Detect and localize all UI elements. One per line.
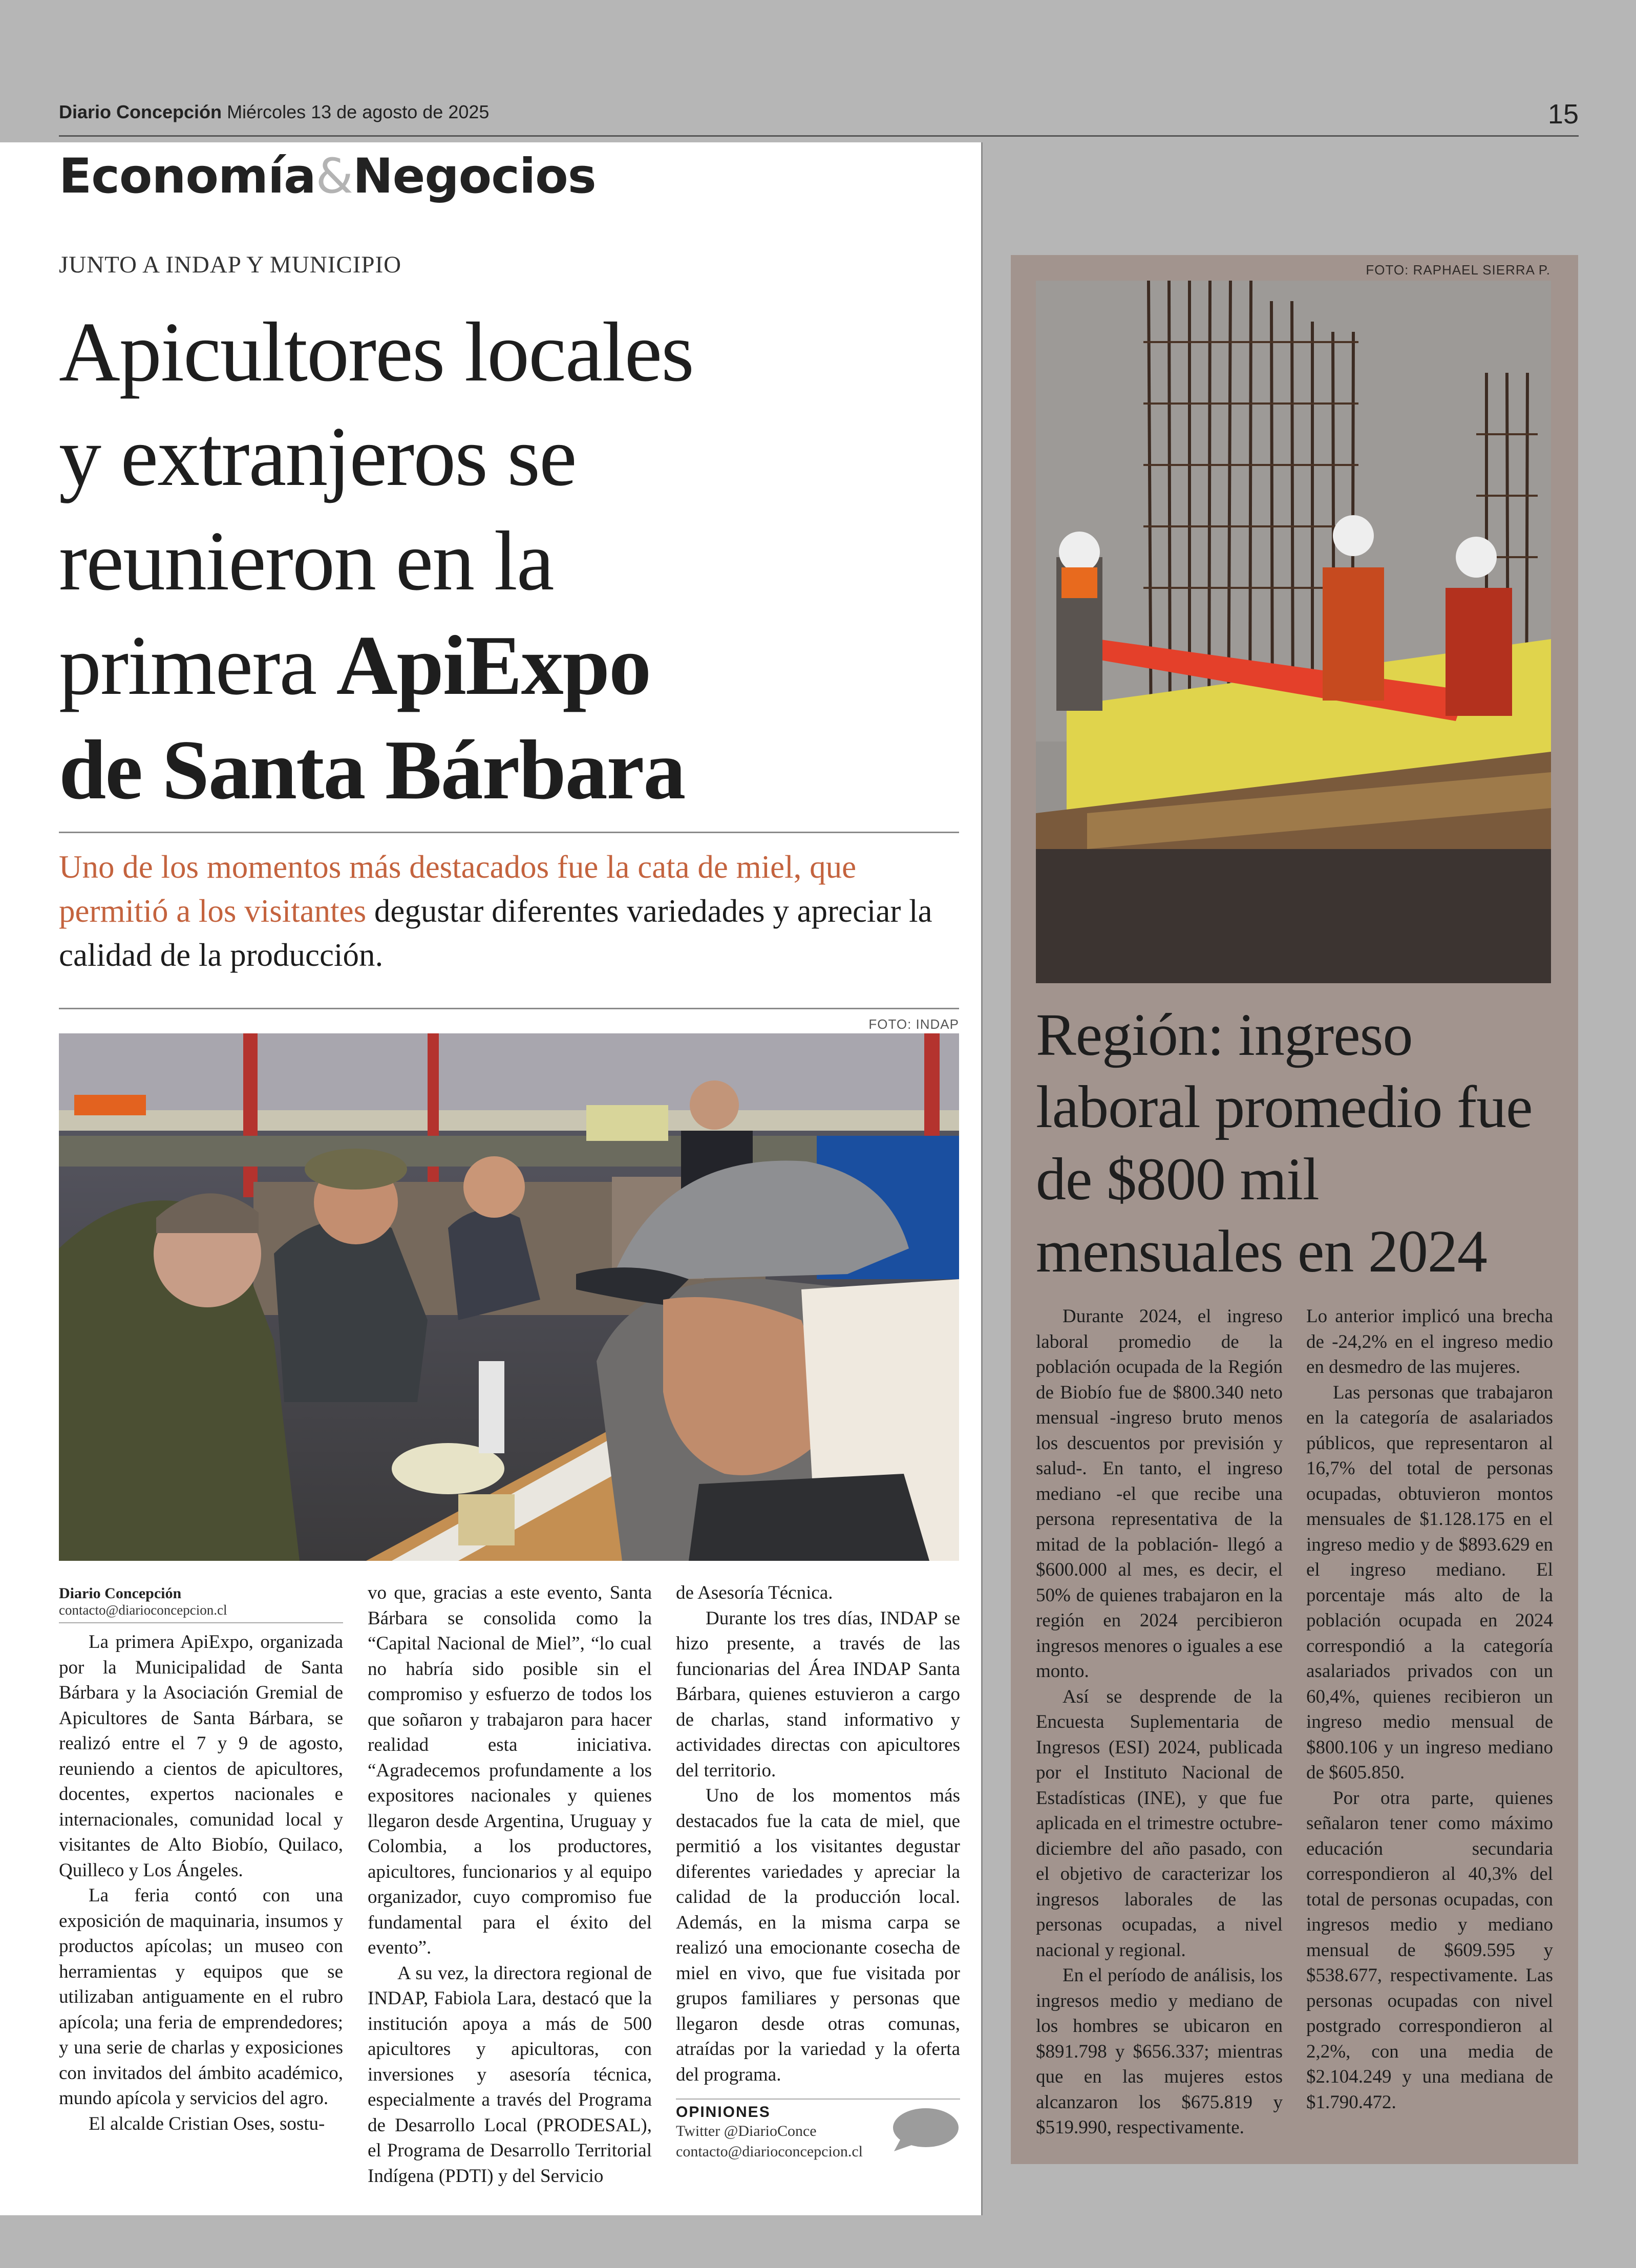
section-part1: Economía <box>59 149 316 204</box>
section-amp: & <box>315 149 353 204</box>
paragraph: La feria contó con una exposición de maquinaria, insumos y productos apícolas; un museo con herramientas y equipos que se utilizaban antiguamente en el rubro apícola; una feria de emprendedores; y una serie de charlas y exposiciones con invitados del ámbito académico, mundo apícola y servicios del agro. <box>59 1885 343 2109</box>
header-rule <box>59 135 1579 137</box>
paragraph: Por otra parte, quienes señalaron tener como máximo educación secundaria correspondieron al 40,3% del total de personas ocupadas, con ingresos medio y mediano mensual de $609.595 y $538.677, respectivamente. Las personas ocupadas con nivel postgrado correspondieron al 2,2%, con una media de $2.104.249 y una mediana de $1.790.472. <box>1306 1787 1553 2113</box>
paragraph: vo que, gracias a este evento, Santa Bárbara se consolida como la “Capital Nacional de Miel”, “lo cual no habría sido posible sin el compromiso y esfuerzo de todos los que soñaron y trabajaron para hacer realidad esta iniciativa. “Agradecemos profundamente a los expositores nacionales y quienes llegaron desde Argentina, Uruguay y Colombia, a los productores, apicultores, funcionarios y al equipo organizador, cuyo compromiso fue fundamental para el éxito del evento”. <box>368 1582 652 1958</box>
section-title <box>59 149 596 204</box>
deck-rule-bottom <box>59 1008 959 1009</box>
article-column-3 <box>676 1580 960 2087</box>
paragraph: La primera ApiExpo, organizada por la Municipalidad de Santa Bárbara y la Asociación Gremial de Apicultores de Santa Bárbara, se realizó entre el 7 y 9 de agosto, reuniendo a cientos de apicultores, docentes, expertos nacionales e internacionales, comunidad local y visitantes de Alto Biobío, Quilaco, Quilleco y Los Ángeles. <box>59 1631 343 1881</box>
column-divider <box>981 142 983 2215</box>
headline-line: y extranjeros se <box>59 409 576 503</box>
article-column-2 <box>368 1580 652 2189</box>
paper-name: Diario Concepción <box>59 101 222 122</box>
deck-text: degustar diferentes variedades y apreciar la calidad de la producción. <box>59 893 932 973</box>
byline-name: Diario Concepción <box>59 1585 182 1602</box>
article-kicker: JUNTO A INDAP Y MUNICIPIO <box>59 251 402 278</box>
paragraph: Las personas que trabajaron en la categoría de asalariados públicos, que representaron al 16,7% del total de personas ocupadas, obtuvieron montos mensuales de $1.128.175 en el ingreso medio y de $893.629 en el ingreso mediano. El porcentaje más alto de la población ocupada en 2024 correspondió a la categoría asalariados privados con un 60,4%, quienes recibieron un ingreso medio mensual de $800.106 y un ingreso mediano de $605.850. <box>1306 1382 1553 1783</box>
article-deck <box>59 845 970 977</box>
byline-rule <box>59 1622 343 1623</box>
photo-credit: FOTO: INDAP <box>868 1016 959 1032</box>
headline-plain: primera <box>59 618 336 712</box>
paragraph: Durante los tres días, INDAP se hizo presente, a través de las funcionarias del Área INDAP Santa Bárbara, quienes estuvieron a cargo de charlas, stand informativo y actividades directas con apicultores del territorio. <box>676 1607 960 1781</box>
opinion-twitter[interactable]: Twitter @DiarioConce <box>676 2123 817 2139</box>
page-number: 15 <box>1547 99 1579 130</box>
paragraph: Uno de los momentos más destacados fue la cata de miel, que permitió a los visitantes degustar diferentes variedades y apreciar la calidad de la producción local. Además, en la misma carpa se realizó una emocionante cosecha de miel en vivo, que fue visitada por grupos familiares y personas que llegaron desde otras comunas, atraídas por la variedad y la oferta del programa. <box>676 1785 960 2085</box>
construction-workers-photo <box>1036 281 1551 983</box>
headline-line <box>59 613 960 717</box>
headline-line: reunieron en la <box>59 514 554 608</box>
opinion-email[interactable]: contacto@diarioconcepcion.cl <box>676 2143 863 2160</box>
honey-tasting-photo <box>59 1033 959 1561</box>
headline-bold: ApiExpo <box>336 618 651 712</box>
article-column-1 <box>59 1629 343 2136</box>
byline-email: contacto@diarioconcepcion.cl <box>59 1602 227 1618</box>
side-headline: Región: ingreso laboral promedio fue de $800 mil mensuales en 2024 <box>1036 1001 1533 1285</box>
paragraph: El alcalde Cristian Oses, sostu- <box>89 2113 325 2134</box>
article-headline <box>59 300 960 822</box>
side-column-1 <box>1036 1304 1283 2140</box>
running-header <box>59 101 489 123</box>
issue-date: Miércoles 13 de agosto de 2025 <box>227 101 490 122</box>
paragraph: A su vez, la directora regional de INDAP, Fabiola Lara, destacó que la institución apoya a más de 500 apicultores y apicultoras, con inversiones y asesoría técnica, especialmente a través del Programa de Desarrollo Local (PRODESAL), el Programa de Desarrollo Territorial Indígena (PDTI) y del Servicio <box>368 1962 652 2187</box>
paragraph: Así se desprende de la Encuesta Suplementaria de Ingresos (ESI) 2024, publicada por el Instituto Nacional de Estadísticas (INE), y que fue aplicada en el trimestre octubre-diciembre del año pasado, con el objetivo de caracterizar los ingresos laborales de las personas ocupadas, a nivel nacional y regional. <box>1036 1686 1283 1961</box>
section-part2: Negocios <box>352 149 596 204</box>
paragraph: Durante 2024, el ingreso laboral promedio de la población ocupada de la Región de Biobío fue de $800.340 neto mensual -ingreso bruto menos los descuentos por previsión y salud-. En tanto, el ingreso mediano -el que recibe una persona representativa de la mitad de la población- llegó a $600.000 al mes, es decir, el 50% de quienes trabajaron en la región en 2024 percibieron ingresos menores o iguales a ese monto. <box>1036 1306 1283 1682</box>
paragraph: En el período de análisis, los ingresos medio y mediano de los hombres se ubicaron en $891.798 y $656.337; mientras que en las mujeres estos alcanzaron los $675.819 y $519.990, respectivamente. <box>1036 1965 1283 2138</box>
deck-highlight: Uno de los momentos más destacados fue la cata de miel, que permitió a los visitantes <box>59 849 857 929</box>
side-photo-credit: FOTO: RAPHAEL SIERRA P. <box>1366 262 1550 278</box>
headline-line: Apicultores locales <box>59 305 693 399</box>
headline-line <box>59 717 960 822</box>
paragraph: de Asesoría Técnica. <box>676 1582 833 1603</box>
side-column-2 <box>1306 1304 1553 2115</box>
deck-rule-top <box>59 832 959 833</box>
headline-bold: de Santa Bárbara <box>59 723 685 817</box>
speech-bubble-icon <box>890 2107 959 2152</box>
byline <box>59 1585 343 1623</box>
opinion-title: OPINIONES <box>676 2104 771 2121</box>
opinion-rule <box>676 2099 960 2100</box>
paragraph: Lo anterior implicó una brecha de -24,2% en el ingreso medio en desmedro de las mujeres. <box>1306 1306 1553 1377</box>
